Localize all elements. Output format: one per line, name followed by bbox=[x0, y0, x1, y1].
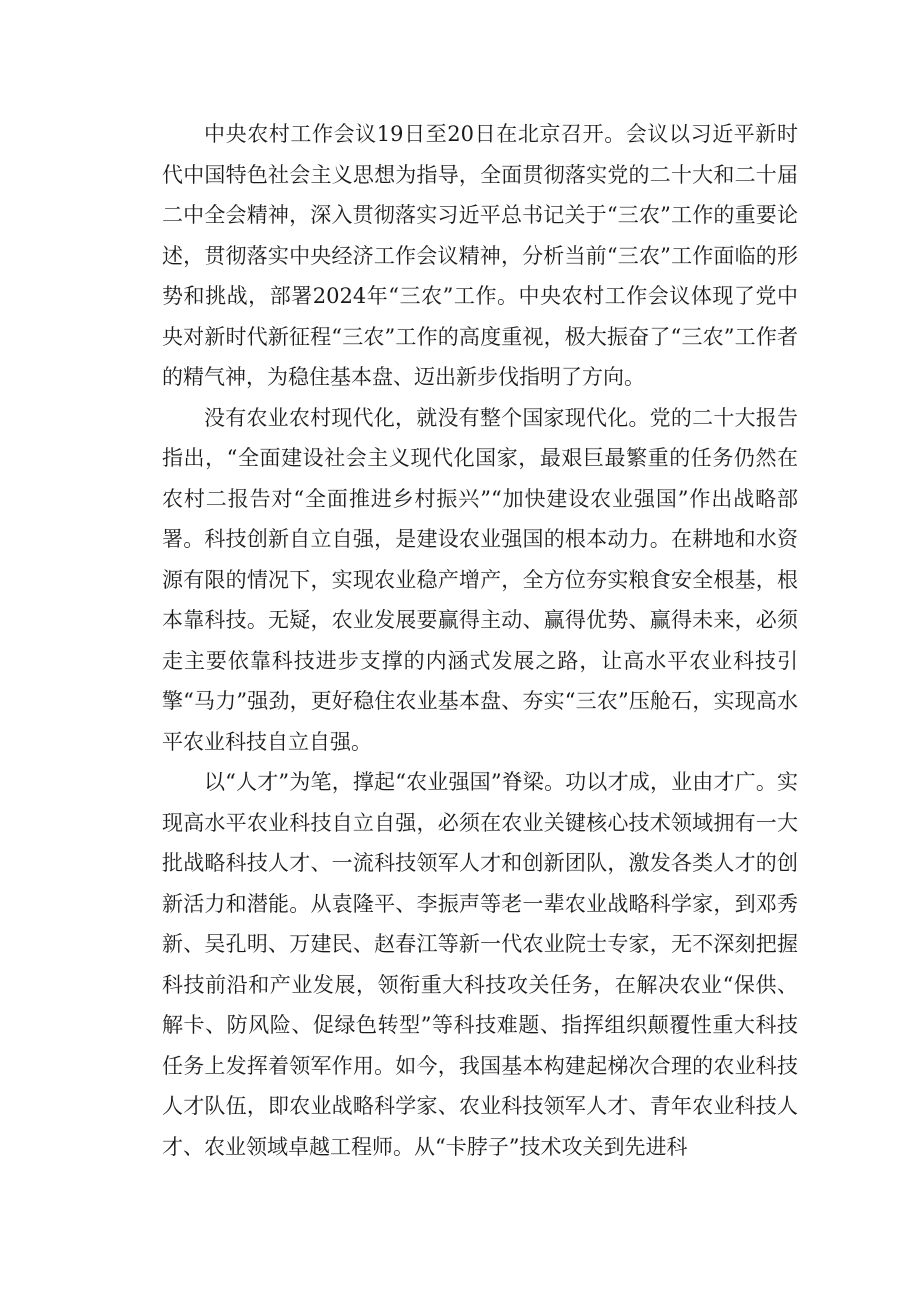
paragraph-1: 中央农村工作会议19日至20日在北京召开。会议以习近平新时代中国特色社会主义思想为指导，全面贯彻落实党的二十大和二十届二中全会精神，深入贯彻落实习近平总书记关于“三农”工作的重要论述，贯彻落实中央经济工作会议精神，分析当前“三农”工作面临的形势和挑战，部署2024年“三农”工作。中央农村工作会议体现了党中央对新时代新征程“三农”工作的高度重视，极大振奋了“三农”工作者的精气神，为稳住基本盘、迈出新步伐指明了方向。 bbox=[162, 122, 798, 389]
article-body bbox=[162, 114, 798, 1167]
paragraph-2: 没有农业农村现代化，就没有整个国家现代化。党的二十大报告指出，“全面建设社会主义现代化国家，最艰巨最繁重的任务仍然在农村二报告对“全面推进乡村振兴”“加快建设农业强国”作出战略部署。科技创新自立自强，是建设农业强国的根本动力。在耕地和水资源有限的情况下，实现农业稳产增产，全方位夯实粮食安全根基，根本靠科技。无疑，农业发展要赢得主动、赢得优势、赢得未来，必须走主要依靠科技进步支撑的内涵式发展之路，让高水平农业科技引擎“马力”强劲，更好稳住农业基本盘、夯实“三农”压舱石，实现高水平农业科技自立自强。 bbox=[162, 405, 798, 754]
paragraph-3: 以“人才”为笔，撑起“农业强国”脊梁。功以才成，业由才广。实现高水平农业科技自立自强，必须在农业关键核心技术领域拥有一大批战略科技人才、一流科技领军人才和创新团队，激发各类人才的创新活力和潜能。从袁隆平、李振声等老一辈农业战略科学家，到邓秀新、吴孔明、万建民、赵春江等新一代农业院士专家，无不深刻把握科技前沿和产业发展，领衔重大科技攻关任务，在解决农业“保供、解卡、防风险、促绿色转型”等科技难题、指挥组织颠覆性重大科技任务上发挥着领军作用。如今，我国基本构建起梯次合理的农业科技人才队伍，即农业战略科学家、农业科技领军人才、青年农业科技人才、农业领域卓越工程师。从“卡脖子”技术攻关到先进科 bbox=[162, 770, 798, 1159]
